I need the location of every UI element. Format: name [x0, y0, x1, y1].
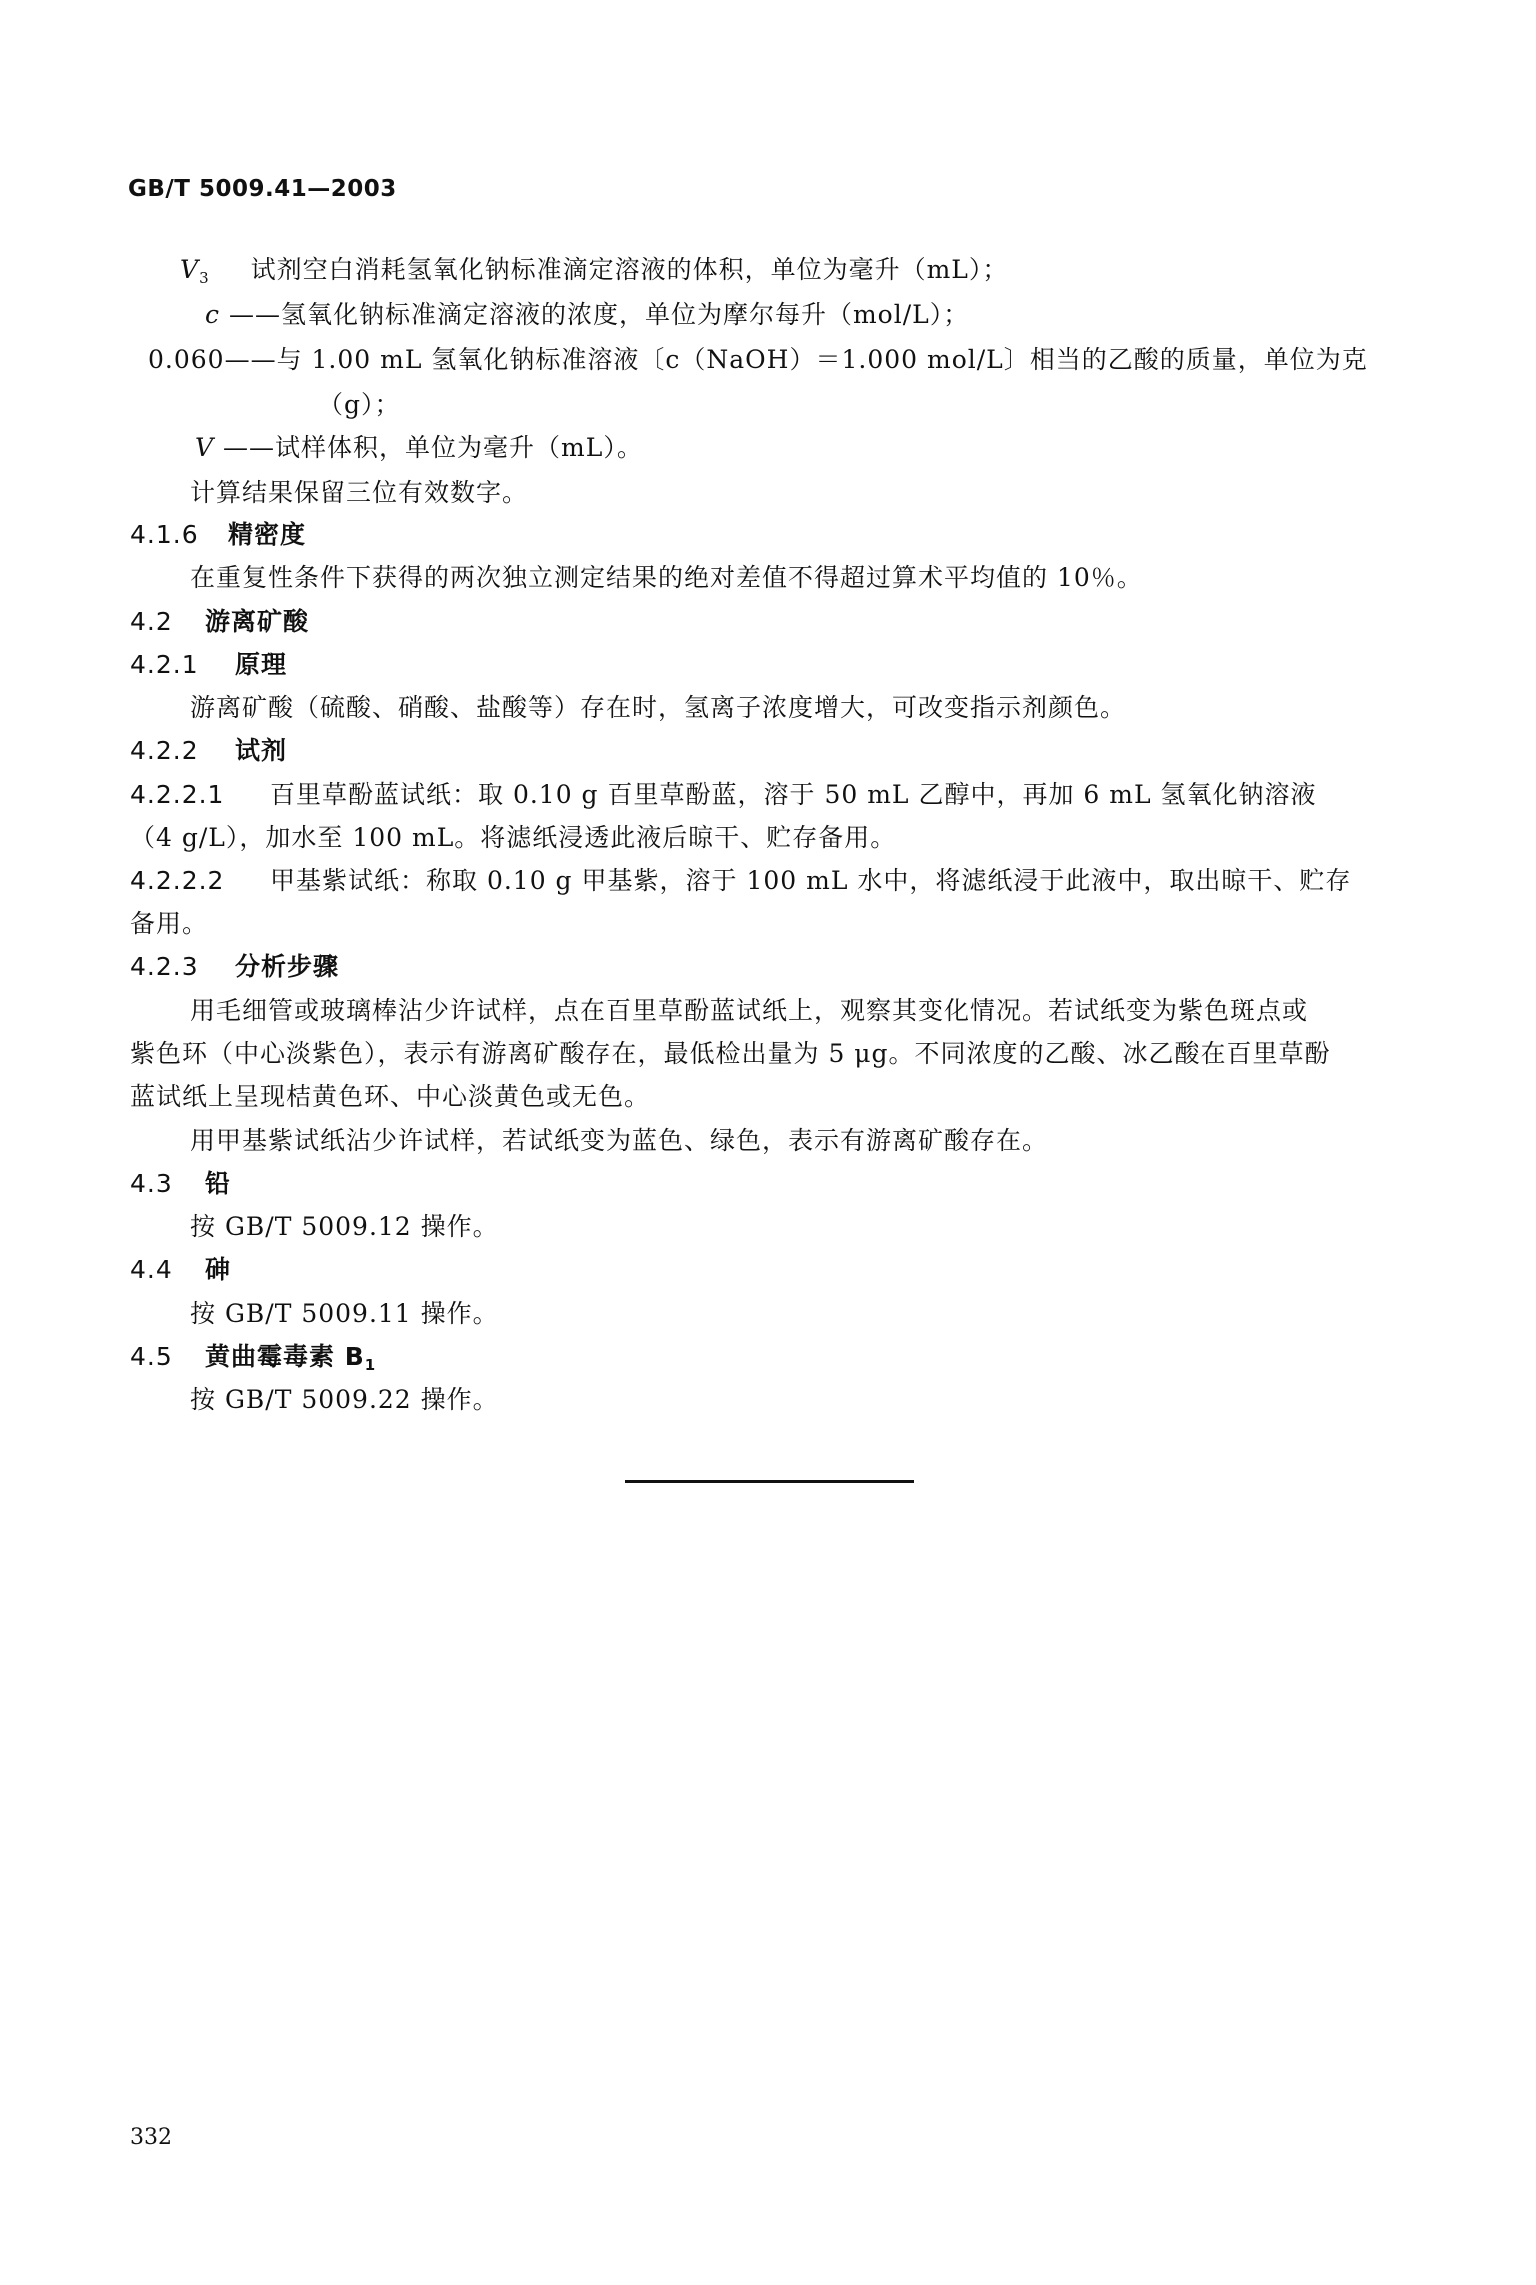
paragraph: 游离矿酸（硫酸、硝酸、盐酸等）存在时，氢离子浓度增大，可改变指示剂颜色。 [190, 693, 1127, 722]
variable-text: ——试样体积，单位为毫升（mL）。 [214, 433, 643, 462]
variable-definition [180, 250, 1008, 287]
section-heading [130, 515, 306, 551]
section-title: 铅 [205, 1169, 232, 1198]
section-number: 4.2.2.2 [130, 866, 225, 895]
standard-code: GB/T 5009.41—2003 [128, 176, 397, 202]
paragraph: 蓝试纸上呈现桔黄色环、中心淡黄色或无色。 [130, 1082, 651, 1111]
paragraph: 用甲基紫试纸沾少许试样，若试纸变为蓝色、绿色，表示有游离矿酸存在。 [190, 1126, 1049, 1155]
section-number: 4.1.6 [130, 520, 199, 549]
variable-text: ——氢氧化钠标准滴定溶液的浓度，单位为摩尔每升（mol/L）； [220, 300, 970, 329]
variable-text: ——与 1.00 mL 氢氧化钠标准溶液〔c（NaOH）＝1.000 mol/L〕相当的乙酸的质量，单位为克 [224, 345, 1368, 374]
variable-symbol: c [205, 300, 221, 329]
section-title: 精密度 [228, 520, 307, 549]
section-number: 4.2.2 [130, 736, 199, 765]
clause-continuation: （4 g/L），加水至 100 mL。将滤纸浸透此液后晾干、贮存备用。 [130, 823, 897, 852]
clause-text: 百里草酚蓝试纸：取 0.10 g 百里草酚蓝，溶于 50 mL 乙醇中，再加 6 mL 氢氧化钠溶液 [270, 780, 1317, 809]
variable-definition [148, 340, 1368, 376]
section-title: 黄曲霉毒素 B [205, 1342, 365, 1371]
clause-text: 甲基紫试纸：称取 0.10 g 甲基紫，溶于 100 mL 水中，将滤纸浸于此液中，取出晾干、贮存 [270, 866, 1352, 895]
variable-text-continued: （g）； [318, 390, 401, 419]
variable-definition [205, 295, 969, 331]
section-number: 4.5 [130, 1342, 173, 1371]
section-heading [130, 602, 309, 638]
section-number: 4.2.3 [130, 952, 199, 981]
section-title: 游离矿酸 [205, 607, 310, 636]
paragraph: 在重复性条件下获得的两次独立测定结果的绝对差值不得超过算术平均值的 10％。 [190, 563, 1143, 592]
variable-symbol: V [195, 433, 215, 462]
clause-continuation: 备用。 [130, 909, 209, 938]
variable-symbol: V [180, 255, 200, 284]
section-heading [130, 1250, 231, 1286]
section-number: 4.3 [130, 1169, 173, 1198]
section-number: 4.2 [130, 607, 173, 636]
section-title: 试剂 [235, 736, 288, 765]
section-heading [130, 1164, 231, 1200]
result-note: 计算结果保留三位有效数字。 [190, 478, 529, 507]
variable-text: 试剂空白消耗氢氧化钠标准滴定溶液的体积，单位为毫升（mL）； [250, 255, 1009, 284]
page-number: 332 [130, 2125, 172, 2150]
clause [130, 775, 1317, 811]
section-heading [130, 645, 287, 681]
section-number: 4.2.1 [130, 650, 199, 679]
section-number: 4.4 [130, 1255, 173, 1284]
section-title: 原理 [235, 650, 288, 679]
paragraph: 按 GB/T 5009.11 操作。 [190, 1299, 499, 1328]
variable-definition [195, 428, 643, 464]
clause [130, 861, 1351, 897]
paragraph: 按 GB/T 5009.22 操作。 [190, 1385, 499, 1414]
paragraph: 按 GB/T 5009.12 操作。 [190, 1212, 499, 1241]
variable-subscript: 3 [199, 269, 210, 287]
variable-symbol: 0.060 [148, 345, 225, 374]
section-title: 砷 [205, 1255, 232, 1284]
end-rule [625, 1480, 914, 1483]
section-number: 4.2.2.1 [130, 780, 225, 809]
paragraph: 紫色环（中心淡紫色），表示有游离矿酸存在，最低检出量为 5 μg。不同浓度的乙酸、冰乙酸在百里草酚 [130, 1039, 1331, 1068]
section-heading [130, 947, 339, 983]
section-heading [130, 731, 287, 767]
paragraph: 用毛细管或玻璃棒沾少许试样，点在百里草酚蓝试纸上，观察其变化情况。若试纸变为紫色斑点或 [190, 996, 1309, 1025]
section-heading [130, 1337, 376, 1374]
section-title-subscript: 1 [364, 1356, 377, 1374]
section-title: 分析步骤 [235, 952, 340, 981]
